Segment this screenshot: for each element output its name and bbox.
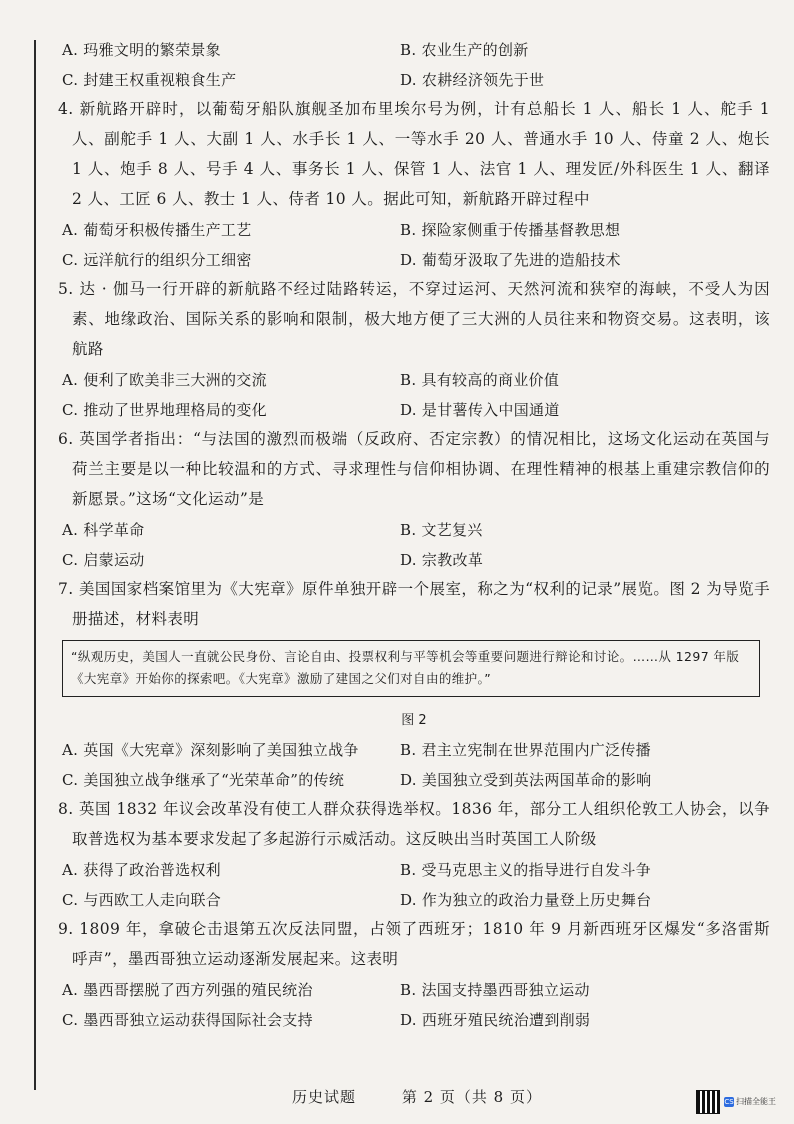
- option-b: B. 具有较高的商业价值: [400, 370, 560, 389]
- binding-margin-line: [34, 40, 36, 1090]
- option-c: C. 启蒙运动: [62, 550, 145, 569]
- option-d: D. 西班牙殖民统治遭到削弱: [400, 1010, 591, 1029]
- option-c: C. 墨西哥独立运动获得国际社会支持: [62, 1010, 313, 1029]
- option-row: [58, 1004, 770, 1034]
- option-c: C. 封建王权重视粮食生产: [62, 70, 237, 89]
- option-d: D. 作为独立的政治力量登上历史舞台: [400, 890, 652, 909]
- option-c: C. 与西欧工人走向联合: [62, 890, 222, 909]
- question-4: [58, 94, 770, 274]
- option-d: D. 是甘薯传入中国通道: [400, 400, 560, 419]
- footer-title: 历史试题: [292, 1088, 357, 1106]
- option-row: [58, 394, 770, 424]
- option-row: [58, 734, 770, 764]
- scanner-brand: [724, 1097, 776, 1107]
- option-a: A. 英国《大宪章》深刻影响了美国独立战争: [62, 740, 359, 759]
- option-row: [58, 214, 770, 244]
- option-c: C. 推动了世界地理格局的变化: [62, 400, 267, 419]
- option-d: D. 宗教改革: [400, 550, 484, 569]
- scanner-watermark: [696, 1090, 776, 1114]
- option-row: [58, 544, 770, 574]
- question-6: [58, 424, 770, 574]
- question-9-stem: 9. 1809 年，拿破仑击退第五次反法同盟，占领了西班牙；1810 年 9 月新西班牙区爆发“多洛雷斯呼声”，墨西哥独立运动逐渐发展起来。这表明: [58, 920, 770, 968]
- question-4-stem: 4. 新航路开辟时，以葡萄牙船队旗舰圣加布里埃尔号为例，计有总船长 1 人、船长 1 人、舵手 1 人、副舵手 1 人、大副 1 人、水手长 1 人、一等水手 20 人、普通水手 10 人、侍童 2 人、炮长 1 人、炮手 8 人、号手 4 人、事务长 1 人、保管 1 人、法官 1 人、理发匠/外科医生 1 人、翻译 2 人、工匠 6 人、教士 1 人、侍者 10 人。据此可知，新航路开辟过程中: [58, 100, 770, 208]
- option-a: A. 获得了政治普选权利: [62, 860, 221, 879]
- question-7: [58, 574, 770, 794]
- scanner-brand-label: 扫描全能王: [736, 1097, 776, 1106]
- question-5: [58, 274, 770, 424]
- option-d: D. 葡萄牙汲取了先进的造船技术: [400, 250, 621, 269]
- question-6-stem: 6. 英国学者指出：“与法国的激烈而极端（反政府、否定宗教）的情况相比，这场文化运动在英国与荷兰主要是以一种比较温和的方式、寻求理性与信仰相协调、在理性精神的根基上重建宗教信仰的新愿景。”这场“文化运动”是: [58, 430, 770, 508]
- option-c: C. 美国独立战争继承了“光荣革命”的传统: [62, 770, 345, 789]
- option-row: [58, 64, 770, 94]
- option-row: [58, 364, 770, 394]
- option-a: A. 墨西哥摆脱了西方列强的殖民统治: [62, 980, 313, 999]
- question-8: [58, 794, 770, 914]
- option-b: B. 探险家侧重于传播基督教思想: [400, 220, 621, 239]
- footer-page-number: 第 2 页（共 8 页）: [401, 1088, 542, 1106]
- question-content: [58, 34, 770, 1034]
- option-row: [58, 764, 770, 794]
- option-b: B. 君主立宪制在世界范围内广泛传播: [400, 740, 651, 759]
- option-a: A. 葡萄牙积极传播生产工艺: [62, 220, 252, 239]
- option-a: A. 科学革命: [62, 520, 145, 539]
- option-row: [58, 514, 770, 544]
- qr-code-icon: [696, 1090, 720, 1114]
- option-row: [58, 854, 770, 884]
- option-b: B. 文艺复兴: [400, 520, 483, 539]
- option-row: [58, 974, 770, 1004]
- option-d: D. 农耕经济领先于世: [400, 70, 545, 89]
- figure-2-quote-box: “纵观历史，美国人一直就公民身份、言论自由、投票权利与平等机会等重要问题进行辩论和讨论。……从 1297 年版《大宪章》开始你的探索吧。《大宪章》激励了建国之父们对自由的维护。”: [62, 640, 760, 697]
- scanner-app-icon: CS: [724, 1098, 734, 1106]
- question-3-options: [58, 34, 770, 94]
- option-d: D. 美国独立受到英法两国革命的影响: [400, 770, 652, 789]
- option-b: B. 受马克思主义的指导进行自发斗争: [400, 860, 651, 879]
- question-9: [58, 914, 770, 1034]
- option-row: [58, 34, 770, 64]
- question-5-stem: 5. 达 · 伽马一行开辟的新航路不经过陆路转运，不穿过运河、天然河流和狭窄的海峡，不受人为因素、地缘政治、国际关系的影响和限制，极大地方便了三大洲的人员往来和物资交易。这表明，该航路: [58, 280, 770, 358]
- option-b: B. 法国支持墨西哥独立运动: [400, 980, 590, 999]
- question-7-stem: 7. 美国国家档案馆里为《大宪章》原件单独开辟一个展室，称之为“权利的记录”展览。图 2 为导览手册描述，材料表明: [58, 580, 770, 628]
- question-8-stem: 8. 英国 1832 年议会改革没有使工人群众获得选举权。1836 年，部分工人组织伦敦工人协会，以争取普选权为基本要求发起了多起游行示威活动。这反映出当时英国工人阶级: [58, 800, 770, 848]
- option-b: B. 农业生产的创新: [400, 40, 529, 59]
- option-c: C. 远洋航行的组织分工细密: [62, 250, 252, 269]
- figure-caption: 图 2: [401, 713, 427, 728]
- option-a: A. 玛雅文明的繁荣景象: [62, 40, 221, 59]
- option-row: [58, 244, 770, 274]
- option-a: A. 便利了欧美非三大洲的交流: [62, 370, 267, 389]
- option-row: [58, 884, 770, 914]
- page-footer: [0, 1086, 794, 1107]
